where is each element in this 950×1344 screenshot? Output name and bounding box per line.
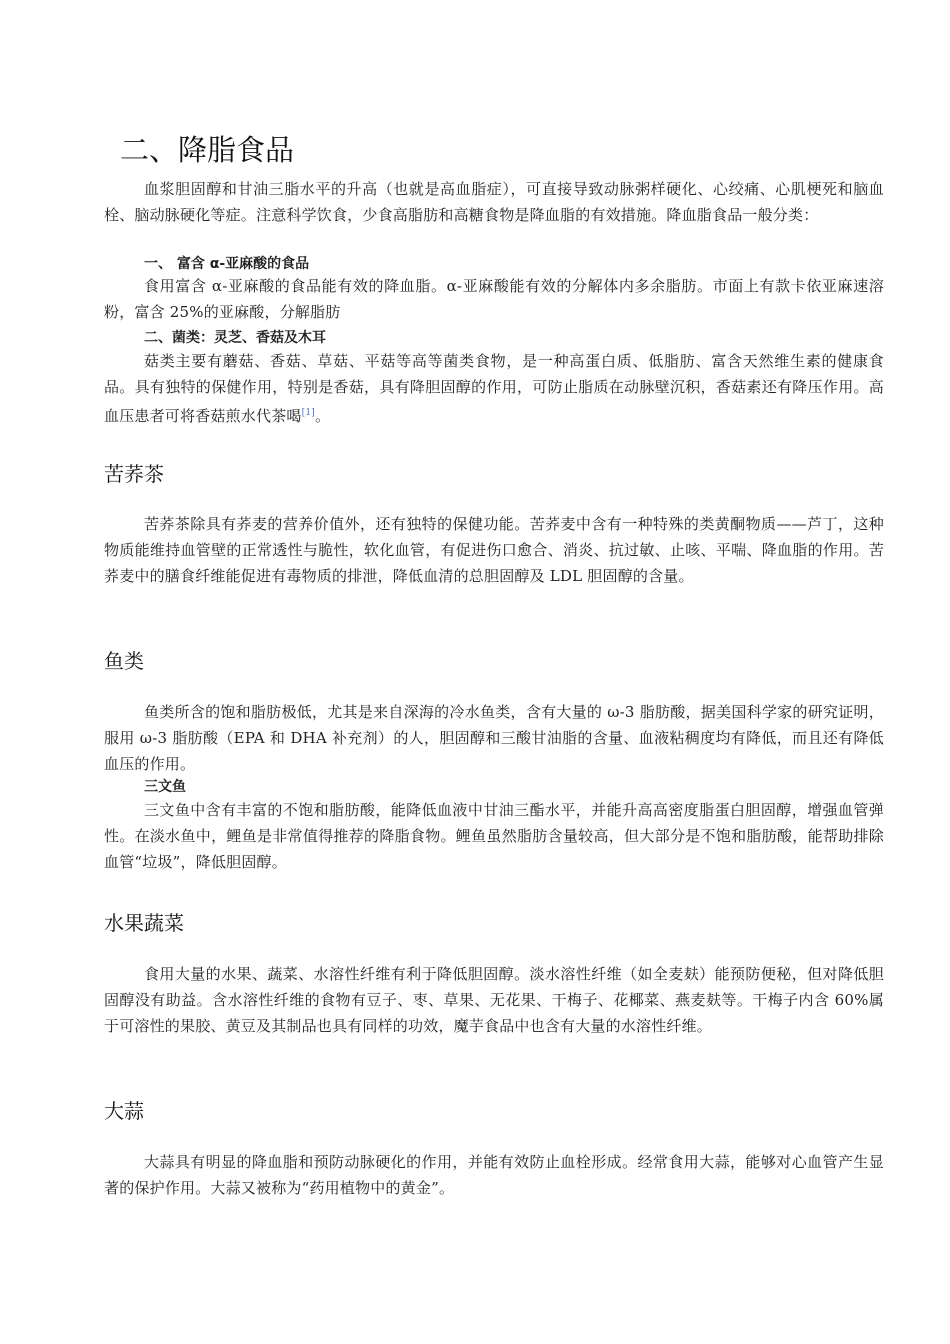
category2-tail: 。 <box>314 407 331 425</box>
fish-title: 鱼类 <box>104 649 144 673</box>
category1-heading: 一、 富含 α-亚麻酸的食品 <box>144 256 310 272</box>
garlic-title: 大蒜 <box>104 1099 144 1123</box>
fruits-vegetables-paragraph: 食用大量的水果、蔬菜、水溶性纤维有利于降低胆固醇。淡水溶性纤维（如全麦麸）能预防便秘，但对降低胆固醇没有助益。含水溶性纤维的食物有豆子、枣、草果、无花果、干梅子、花椰菜、燕麦麸等。干梅子内含 60%属于可溶性的果胶、黄豆及其制品也具有同样的功效，魔芋食品中也含有大量的水溶性纤维。 <box>104 965 884 1035</box>
category2-paragraph <box>104 348 884 429</box>
garlic-paragraph: 大蒜具有明显的降血脂和预防动脉硬化的作用，并能有效防止血栓形成。经常食用大蒜，能够对心血管产生显著的保护作用。大蒜又被称为“药用植物中的黄金”。 <box>104 1153 884 1197</box>
category1-paragraph: 食用富含 α-亚麻酸的食品能有效的降血脂。α-亚麻酸能有效的分解体内多余脂肪。市面上有款卡依亚麻速溶粉，富含 25%的亚麻酸，分解脂肪 <box>104 277 884 321</box>
fish-paragraph: 鱼类所含的饱和脂肪极低，尤其是来自深海的冷水鱼类，含有大量的 ω-3 脂肪酸，据美国科学家的研究证明，服用 ω-3 脂肪酸（EPA 和 DHA 补充剂）的人，胆固醇和三酸甘油脂的含量、血液粘稠度均有降低，而且还有降低血压的作用。 <box>104 703 884 773</box>
intro-paragraph: 血浆胆固醇和甘油三脂水平的升高（也就是高血脂症），可直接导致动脉粥样硬化、心绞痛、心肌梗死和脑血栓、脑动脉硬化等症。注意科学饮食，少食高脂肪和高糖食物是降血脂的有效措施。降血脂食品一般分类： <box>104 180 884 224</box>
tartary-buckwheat-paragraph: 苦荞茶除具有荞麦的营养价值外，还有独特的保健功能。苦荞麦中含有一种特殊的类黄酮物质——芦丁，这种物质能维持血管壁的正常透性与脆性，软化血管，有促进伤口愈合、消炎、抗过敏、止咳、平喘、降血脂的作用。苦荞麦中的膳食纤维能促进有毒物质的排泄，降低血清的总胆固醇及 LDL 胆固醇的含量。 <box>104 515 884 585</box>
salmon-heading: 三文鱼 <box>144 779 186 795</box>
tartary-buckwheat-title: 苦荞茶 <box>104 462 164 486</box>
category2-heading: 二、菌类：灵芝、香菇及木耳 <box>144 330 326 346</box>
category2-text: 菇类主要有蘑菇、香菇、草菇、平菇等高等菌类食物，是一种高蛋白质、低脂肪、富含天然维生素的健康食品。具有独特的保健作用，特别是香菇，具有降胆固醇的作用，可防止脂质在动脉壁沉积，香菇素还有降压作用。高血压患者可将香菇煎水代茶喝 <box>104 352 884 425</box>
citation-link[interactable]: [1] <box>301 408 315 418</box>
salmon-paragraph: 三文鱼中含有丰富的不饱和脂肪酸，能降低血液中甘油三酯水平，并能升高高密度脂蛋白胆固醇，增强血管弹性。在淡水鱼中，鲤鱼是非常值得推荐的降脂食物。鲤鱼虽然脂肪含量较高，但大部分是不饱和脂肪酸，能帮助排除血管“垃圾”，降低胆固醇。 <box>104 801 884 871</box>
fruits-vegetables-title: 水果蔬菜 <box>104 911 184 935</box>
section-title: 二、降脂食品 <box>120 133 295 167</box>
